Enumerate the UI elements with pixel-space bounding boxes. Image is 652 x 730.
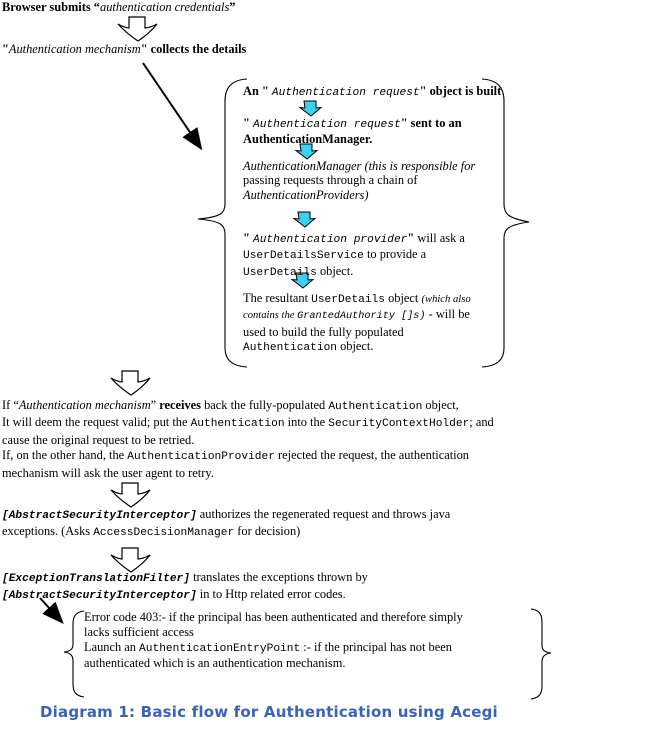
down-block-arrow-icon <box>111 548 150 572</box>
step-resultant-userdetails: The resultant UserDetails object (which also contains the GrantedAuthority []s) - will be used to build the fully populated Authentication object. <box>243 291 471 355</box>
cyan-down-arrow-icon <box>300 101 321 116</box>
cyan-down-arrow-icon <box>294 212 315 227</box>
right-curly-brace <box>531 609 551 699</box>
paragraph-exception-translation-filter: [ExceptionTranslationFilter] translates the exceptions thrown by [AbstractSecurityInterceptor] in to Http related error codes. <box>2 570 368 603</box>
step-authentication-request-built: An " Authentication request" object is built <box>243 84 502 99</box>
down-block-arrow-icon <box>111 483 150 507</box>
diagram-caption: Diagram 1: Basic flow for Authentication using Acegi <box>40 703 498 721</box>
left-curly-brace <box>64 611 84 697</box>
paragraph-abstract-security-interceptor: [AbstractSecurityInterceptor] authorizes the regenerated request and throws java exceptions. (Asks AccessDecisionManager for decision) <box>2 507 451 540</box>
right-curly-brace <box>482 79 529 367</box>
step-provider-asks-userdetailsservice: " Authentication provider" will ask a UserDetailsService to provide a UserDetails object. <box>243 231 465 279</box>
paragraph-mechanism-receives-back: If “Authentication mechanism” receives back the fully-populated Authentication object, It will deem the request valid; put the Authentication into the SecurityContextHolder; and cause the original request to be retried. If, on the other hand, the AuthenticationProvider rejected the request, the authentication mechanism will ask the user agent to retry. <box>2 398 494 480</box>
error-codes-block: Error code 403:- if the principal has been authenticated and therefore simply lacks sufficient access Launch an AuthenticationEntryPoint :- if the principal has not been authenticated which is an authentication mechanism. <box>84 610 463 671</box>
down-block-arrow-icon <box>118 17 157 41</box>
step-mechanism-collects: "Authentication mechanism" collects the details <box>2 42 247 56</box>
step-sent-to-authentication-manager: " Authentication request" sent to an AuthenticationManager. <box>243 116 462 147</box>
step-browser-submits: Browser submits “authentication credentials” <box>2 0 236 14</box>
left-curly-brace <box>198 79 247 367</box>
diagonal-arrow <box>143 63 200 147</box>
down-block-arrow-icon <box>111 371 150 395</box>
step-authentication-manager-chain: AuthenticationManager (this is responsible for passing requests through a chain of AuthenticationProviders) <box>243 159 476 202</box>
